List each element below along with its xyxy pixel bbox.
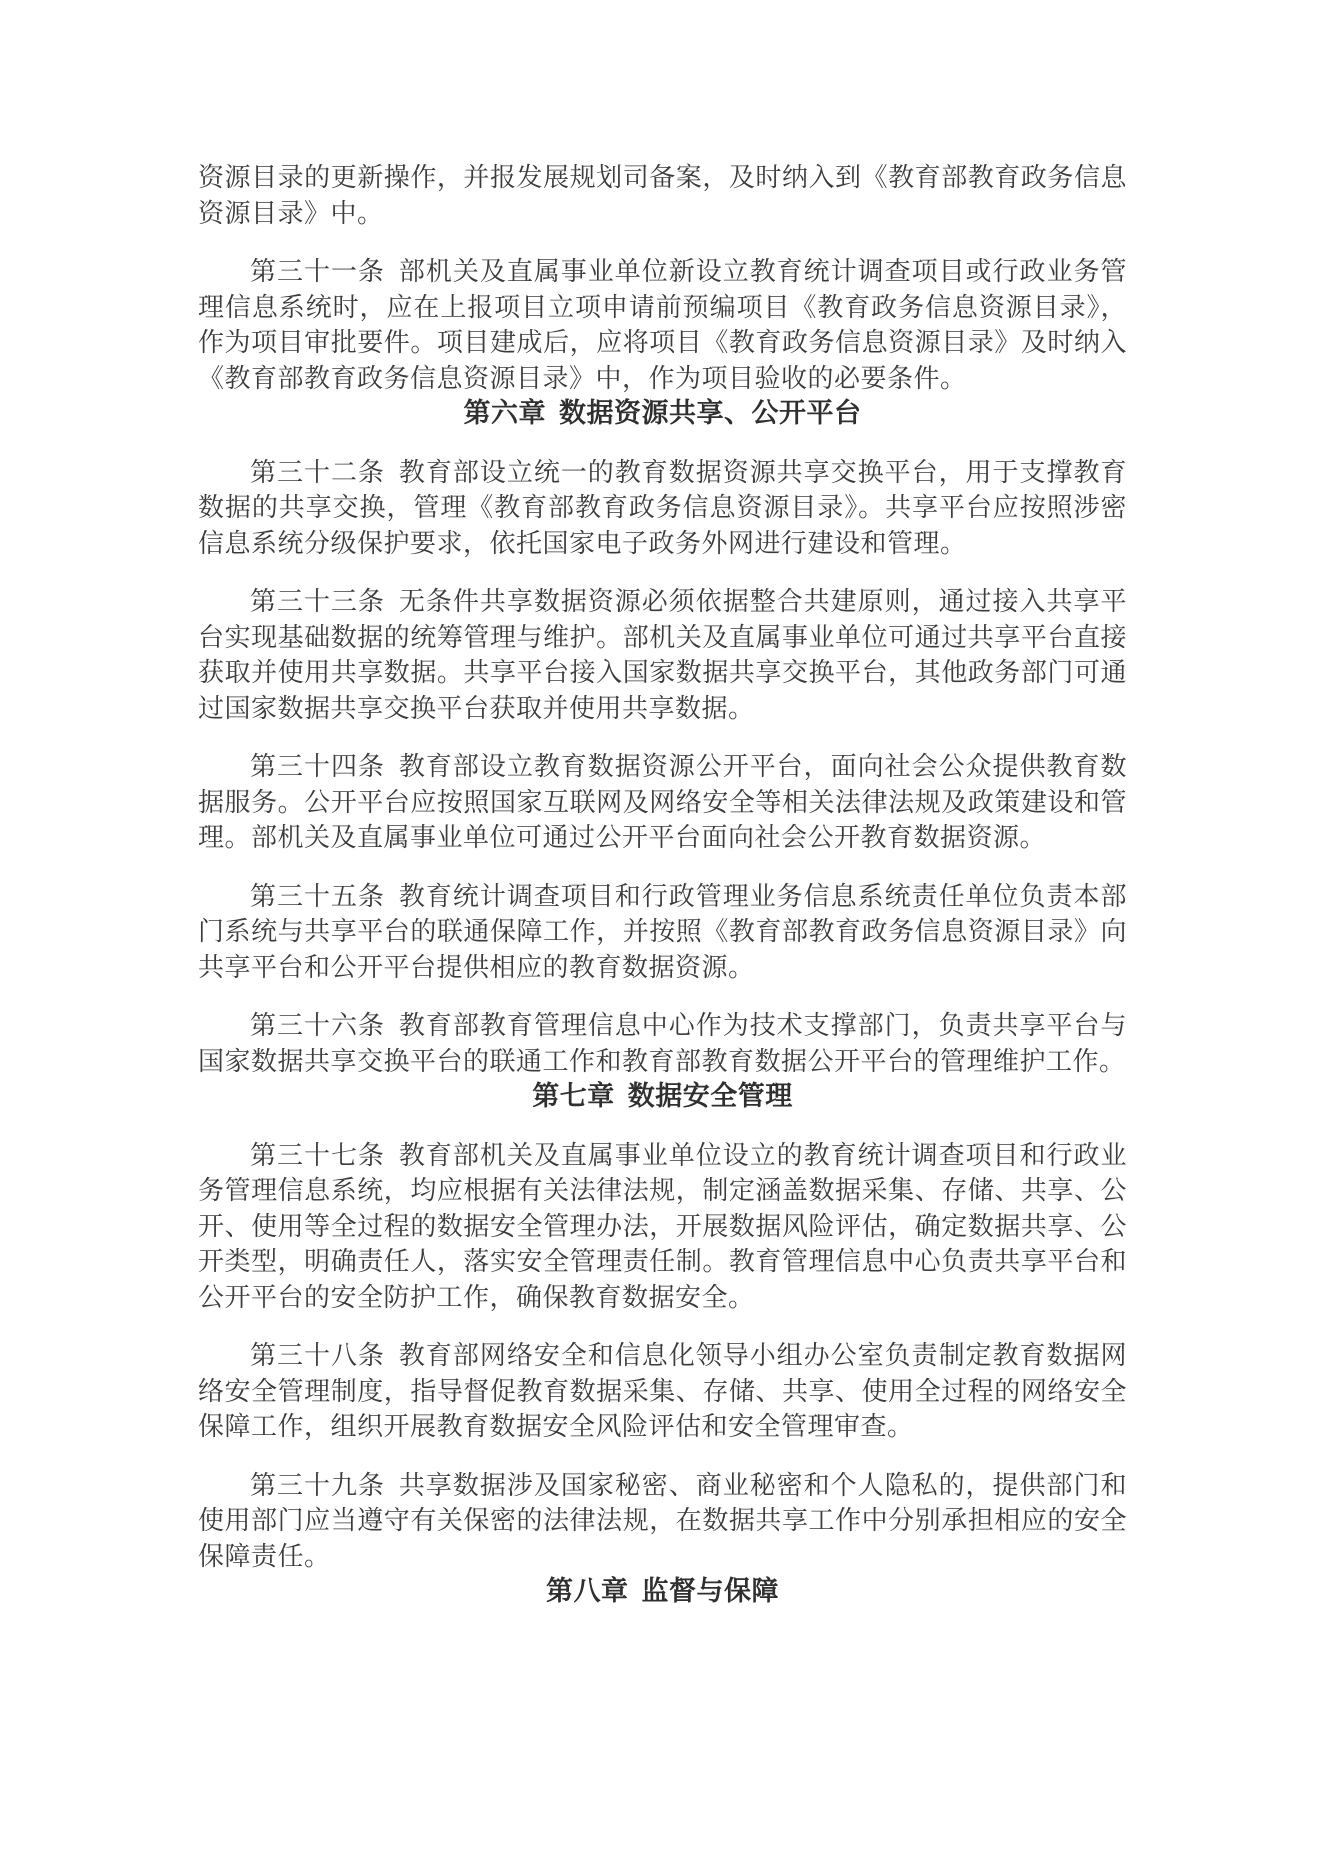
article-text: 教育统计调查项目和行政管理业务信息系统责任单位负责本部门系统与共享平台的联通保障工作，并按照《教育部教育政务信息资源目录》向共享平台和公开平台提供相应的教育数据资源。 [198,881,1127,982]
article-paragraph-35 [198,879,1127,986]
article-paragraph-32 [198,455,1127,562]
chapter-number: 第八章 [546,1576,629,1606]
article-paragraph-37 [198,1138,1127,1316]
article-paragraph-33 [198,584,1127,726]
article-paragraph-36 [198,1008,1127,1079]
article-number: 第三十九条 [250,1470,385,1500]
paragraph-continuation: 资源目录的更新操作，并报发展规划司备案，及时纳入到《教育部教育政务信息资源目录》中。 [198,163,1127,228]
article-text: 教育部教育管理信息中心作为技术支撑部门，负责共享平台与国家数据共享交换平台的联通工作和教育部教育数据公开平台的管理维护工作。 [198,1011,1127,1076]
chapter-title: 数据资源共享、公开平台 [559,398,862,428]
article-paragraph-39 [198,1468,1127,1575]
article-text: 无条件共享数据资源必须依据整合共建原则，通过接入共享平台实现基础数据的统筹管理与维护。部机关及直属事业单位可通过共享平台直接获取并使用共享数据。共享平台接入国家数据共享交换平台，其他政务部门可通过国家数据共享交换平台获取并使用共享数据。 [198,587,1127,723]
article-number: 第三十六条 [250,1011,385,1040]
article-number: 第三十五条 [250,881,385,911]
chapter-title: 数据安全管理 [627,1081,793,1111]
article-paragraph-38 [198,1338,1127,1445]
chapter-number: 第七章 [532,1081,615,1111]
article-text: 教育部网络安全和信息化领导小组办公室负责制定教育数据网络安全管理制度，指导督促教育数据采集、存储、共享、使用全过程的网络安全保障工作，组织开展教育数据安全风险评估和安全管理审查。 [198,1341,1127,1441]
article-number: 第三十三条 [250,587,385,616]
chapter-heading-8 [198,1574,1127,1610]
chapter-heading-6 [198,396,1127,432]
article-paragraph-31 [198,254,1127,396]
article-paragraph-34 [198,749,1127,856]
article-number: 第三十八条 [250,1341,385,1370]
article-number: 第三十七条 [250,1140,385,1170]
article-number: 第三十四条 [250,752,385,781]
article-text: 共享数据涉及国家秘密、商业秘密和个人隐私的，提供部门和使用部门应当遵守有关保密的法律法规，在数据共享工作中分别承担相应的安全保障责任。 [198,1470,1127,1571]
article-number: 第三十一条 [250,257,385,286]
chapter-title: 监督与保障 [641,1576,779,1606]
article-text: 教育部设立教育数据资源公开平台，面向社会公众提供教育数据服务。公开平台应按照国家互联网及网络安全等相关法律法规及政策建设和管理。部机关及直属事业单位可通过公开平台面向社会公开教育数据资源。 [198,752,1127,852]
chapter-heading-7 [198,1079,1127,1115]
article-text: 教育部机关及直属事业单位设立的教育统计调查项目和行政业务管理信息系统，均应根据有关法律法规，制定涵盖数据采集、存储、共享、公开、使用等全过程的数据安全管理办法，开展数据风险评估，确定数据共享、公开类型，明确责任人，落实安全管理责任制。教育管理信息中心负责共享平台和公开平台的安全防护工作，确保教育数据安全。 [198,1140,1127,1312]
article-number: 第三十二条 [250,457,385,487]
article-text: 教育部设立统一的教育数据资源共享交换平台，用于支撑教育数据的共享交换，管理《教育部教育政务信息资源目录》。共享平台应按照涉密信息系统分级保护要求，依托国家电子政务外网进行建设和管理。 [198,457,1127,558]
chapter-number: 第六章 [463,398,546,428]
article-text: 部机关及直属事业单位新设立教育统计调查项目或行政业务管理信息系统时，应在上报项目立项申请前预编项目《教育政务信息资源目录》，作为项目审批要件。项目建成后，应将项目《教育政务信息资源目录》及时纳入《教育部教育政务信息资源目录》中，作为项目验收的必要条件。 [198,257,1127,393]
